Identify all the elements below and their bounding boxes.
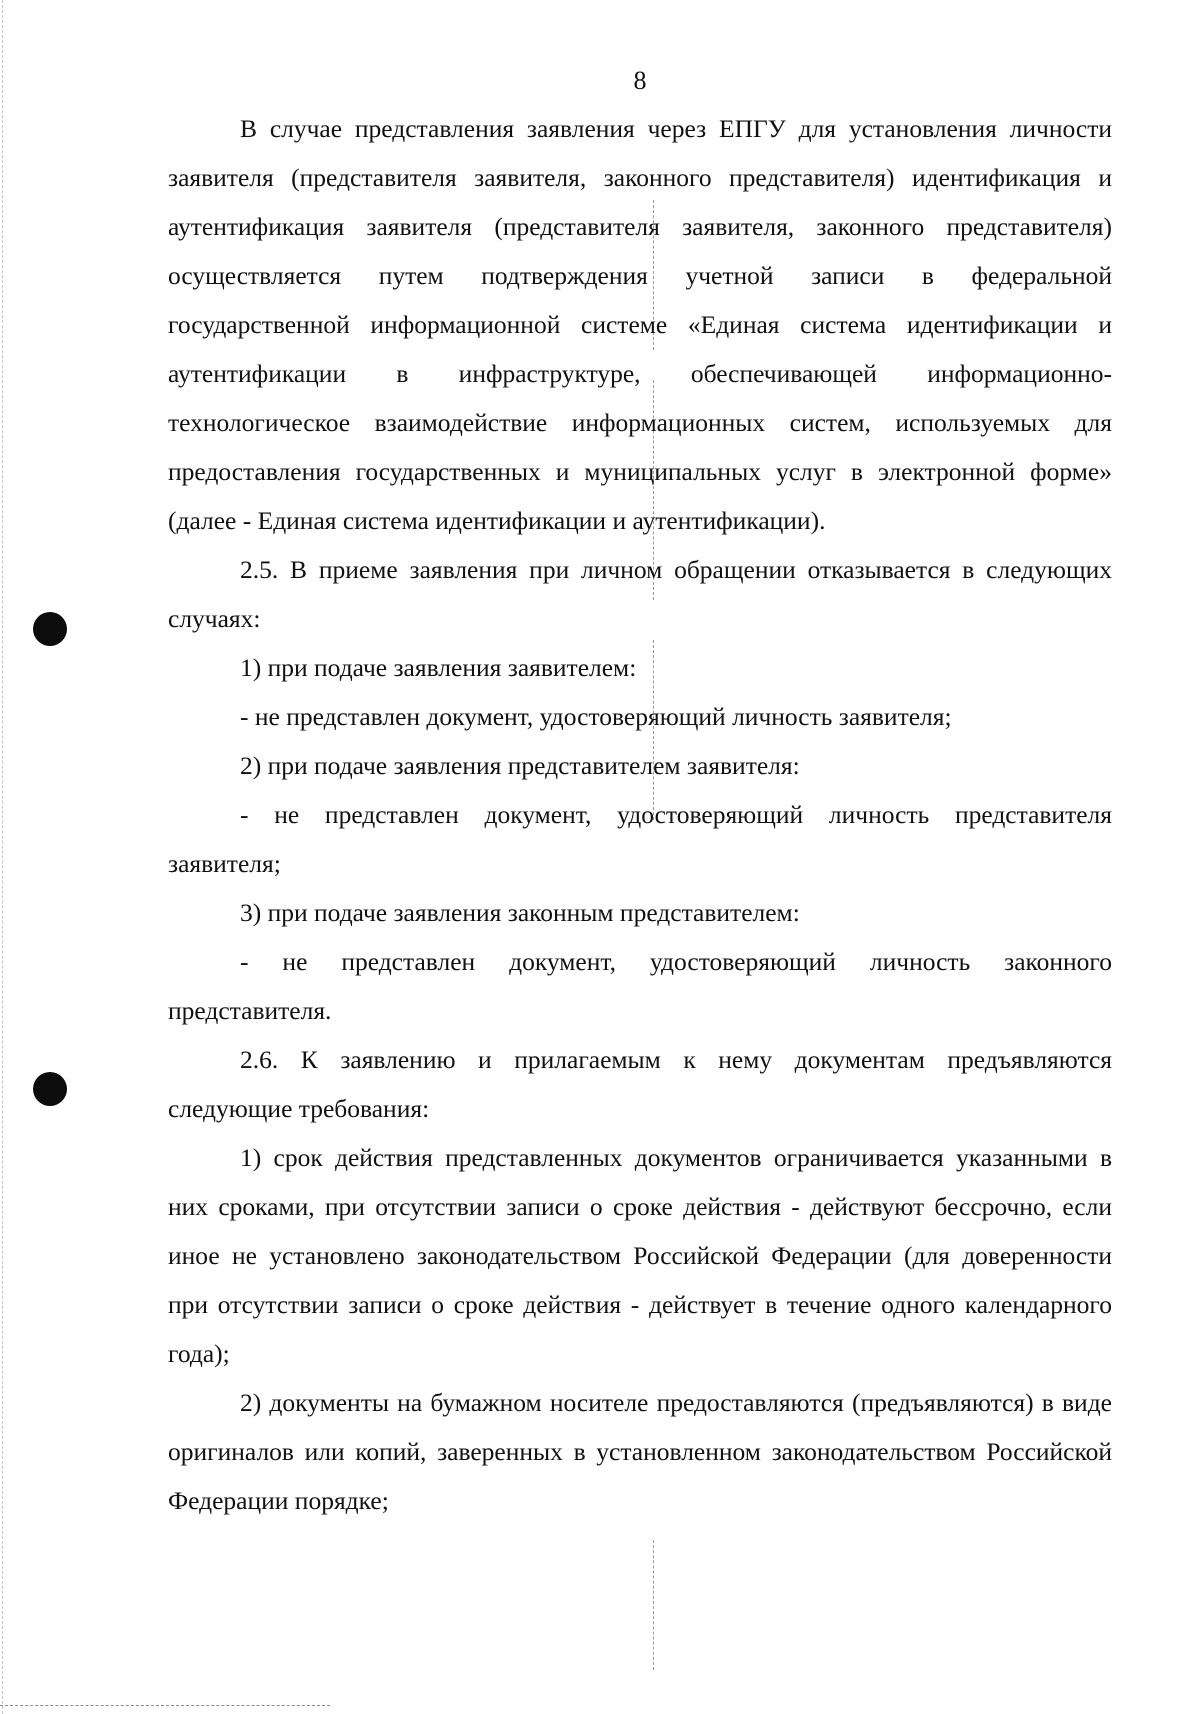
page-number: 8	[633, 66, 647, 95]
scan-edge-artifact	[2, 0, 4, 1714]
document-body	[168, 104, 1112, 1525]
binder-hole-top	[33, 612, 67, 646]
list-item-2: 2) при подаче заявления представителем заявителя:	[240, 751, 800, 780]
requirement-item-2: 2) документы на бумажном носителе предоставляются (предъявляются) в виде оригиналов или копий, заверенных в установленном законодательством Российской Федерации порядке;	[168, 1388, 1112, 1515]
list-subitem: - не представлен документ, удостоверяющий личность представителя заявителя;	[168, 800, 1112, 878]
paragraph-2-5: 2.5. В приеме заявления при личном обращении отказывается в следующих случаях:	[168, 555, 1112, 633]
list-item-1: 1) при подаче заявления заявителем:	[240, 653, 637, 682]
paragraph-2-6: 2.6. К заявлению и прилагаемым к нему документам предъявляются следующие требования:	[168, 1045, 1112, 1123]
list-item-3: 3) при подаче заявления законным представителем:	[240, 898, 800, 927]
list-subitem: - не представлен документ, удостоверяющий личность заявителя;	[240, 702, 952, 731]
scan-bottom-artifact	[0, 1705, 330, 1706]
paragraph-identification: В случае представления заявления через ЕПГУ для установления личности заявителя (представителя заявителя, законного представителя) идентификация и аутентификация заявителя (представителя заявителя, законного представителя) осуществляется путем подтверждения учетной записи в федеральной государственной информационной системе «Единая система идентификации и аутентификации в инфраструктуре, обеспечивающей информационно-технологическое взаимодействие информационных систем, используемых для предоставления государственных и муниципальных услуг в электронной форме» (далее - Единая система идентификации и аутентификации).	[168, 114, 1112, 535]
list-subitem: - не представлен документ, удостоверяющий личность законного представителя.	[168, 947, 1112, 1025]
binder-hole-bottom	[33, 1072, 67, 1106]
scan-fold-line	[653, 1540, 655, 1670]
requirement-item-1: 1) срок действия представленных документов ограничивается указанными в них сроками, при отсутствии записи о сроке действия - действуют бессрочно, если иное не установлено законодательством Российской Федерации (для доверенности при отсутствии записи о сроке действия - действует в течение одного календарного года);	[168, 1143, 1112, 1368]
